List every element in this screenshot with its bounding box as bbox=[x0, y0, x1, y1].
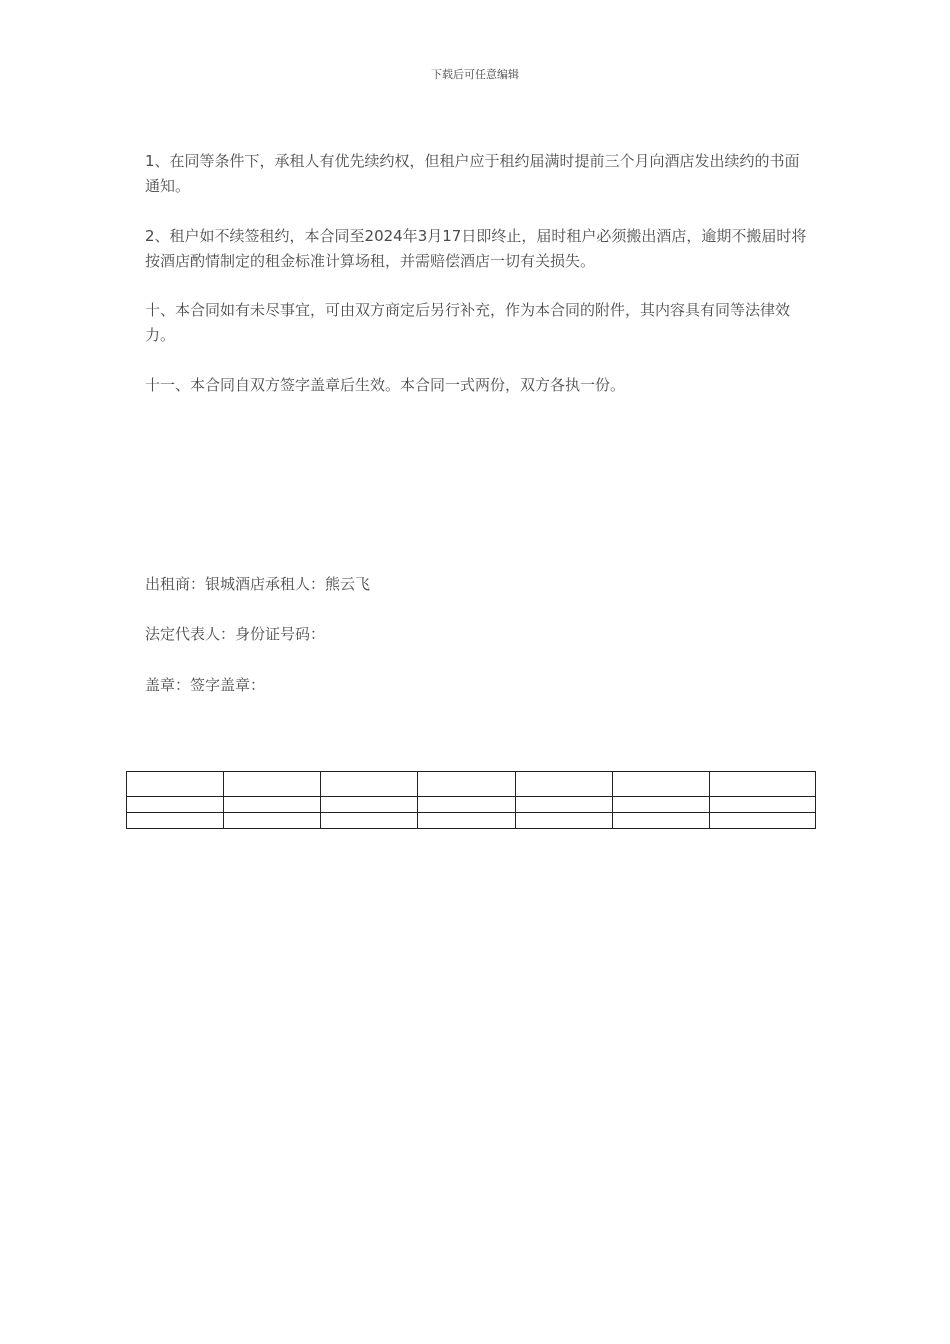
table-cell bbox=[321, 772, 418, 797]
table-cell bbox=[612, 813, 709, 829]
table-cell bbox=[515, 772, 612, 797]
table-cell bbox=[127, 772, 224, 797]
table-cell bbox=[515, 813, 612, 829]
table-cell bbox=[710, 772, 816, 797]
page-header-note: 下载后可任意编辑 bbox=[431, 68, 519, 81]
table-cell bbox=[321, 813, 418, 829]
table-cell bbox=[612, 772, 709, 797]
table-cell bbox=[224, 813, 321, 829]
table-cell bbox=[710, 813, 816, 829]
table-cell bbox=[515, 797, 612, 813]
table-cell bbox=[418, 772, 515, 797]
signature-parties: 出租商：银城酒店承租人：熊云飞 bbox=[145, 575, 371, 593]
table-row bbox=[127, 813, 816, 829]
table-cell bbox=[418, 797, 515, 813]
table-cell bbox=[612, 797, 709, 813]
table-cell bbox=[710, 797, 816, 813]
signature-representative: 法定代表人：身份证号码： bbox=[145, 625, 326, 643]
table-cell bbox=[127, 797, 224, 813]
table-row bbox=[127, 797, 816, 813]
table-cell bbox=[418, 813, 515, 829]
signature-seal: 盖章：签字盖章： bbox=[145, 676, 266, 694]
empty-grid-table bbox=[126, 771, 816, 829]
table-cell bbox=[321, 797, 418, 813]
clause-supplement: 十、本合同如有未尽事宜，可由双方商定后另行补充，作为本合同的附件，其内容具有同等法律效力。 bbox=[145, 301, 791, 344]
table-cell bbox=[127, 813, 224, 829]
clause-renewal-priority: 1、在同等条件下，承租人有优先续约权，但租户应于租约届满时提前三个月向酒店发出续约的书面通知。 bbox=[145, 152, 800, 195]
clause-effectiveness: 十一、本合同自双方签字盖章后生效。本合同一式两份，双方各执一份。 bbox=[145, 376, 626, 394]
table-row bbox=[127, 772, 816, 797]
table-cell bbox=[224, 772, 321, 797]
clause-termination: 2、租户如不续签租约，本合同至2024年3月17日即终止，届时租户必须搬出酒店，逾期不搬届时将按酒店酌情制定的租金标准计算场租，并需赔偿酒店一切有关损失。 bbox=[145, 227, 807, 270]
table-cell bbox=[224, 797, 321, 813]
